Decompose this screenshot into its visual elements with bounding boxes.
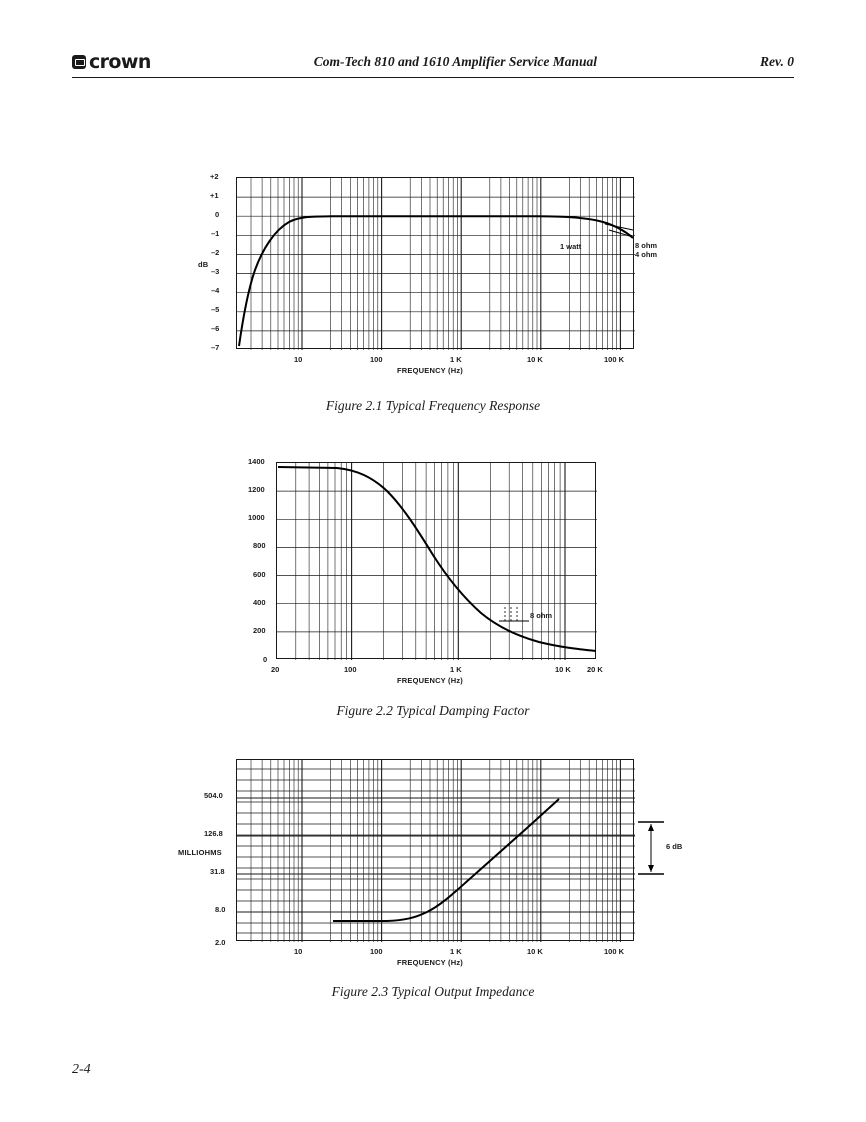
figure-2-2-ytick-3: 800: [253, 541, 266, 550]
figure-2-2-xtick-3: 10 K: [555, 665, 571, 674]
figure-2-3-ytick-4: 2.0: [215, 938, 226, 947]
figure-2-1-x-axis-title: FREQUENCY (Hz): [397, 366, 463, 375]
figure-2-1-xtick-0: 10: [294, 355, 303, 364]
figure-2-3-ytick-0: 504.0: [204, 791, 223, 800]
figure-2-3-xtick-0: 10: [294, 947, 303, 956]
figure-2-3-ytick-2: 31.8: [210, 867, 225, 876]
figure-2-1-ytick-4: –2: [211, 248, 220, 257]
figure-2-1-annotation-8-ohm: 8 ohm: [635, 241, 658, 250]
figure-2-1-ytick-7: –5: [211, 305, 220, 314]
figure-2-3: [72, 752, 794, 1012]
figure-2-1-xtick-2: 1 K: [450, 355, 462, 364]
figure-2-2-ytick-0: 1400: [248, 457, 265, 466]
header-divider: [72, 77, 794, 78]
figure-2-1-ytick-9: –7: [211, 343, 220, 352]
figure-2-2-xtick-4: 20 K: [587, 665, 603, 674]
figure-2-3-xtick-2: 1 K: [450, 947, 462, 956]
figure-2-1-ytick-6: –4: [211, 286, 220, 295]
figure-2-2-ytick-7: 0: [263, 655, 268, 664]
crown-logo-text: crown: [89, 51, 151, 73]
revision-label: Rev. 0: [760, 54, 794, 69]
figure-2-1-ytick-0: +2: [210, 172, 219, 181]
document-title: Com-Tech 810 and 1610 Amplifier Service Manual: [313, 54, 598, 69]
figure-2-1-ytick-8: –6: [211, 324, 220, 333]
figure-2-1: [72, 170, 794, 420]
figure-2-3-annotation-6db: 6 dB: [666, 842, 683, 851]
figure-2-1-ytick-2: 0: [215, 210, 220, 219]
figure-2-2-ytick-5: 400: [253, 598, 266, 607]
crown-logo-mark: [72, 55, 86, 69]
figure-2-1-y-axis-title: dB: [198, 260, 209, 269]
page-header: [72, 50, 794, 82]
figure-2-3-caption: Figure 2.3 Typical Output Impedance: [331, 984, 535, 999]
figure-2-1-ytick-1: +1: [210, 191, 219, 200]
figure-2-3-x-axis-title: FREQUENCY (Hz): [397, 958, 463, 967]
figure-2-3-xtick-1: 100: [370, 947, 383, 956]
figure-2-2: [72, 455, 794, 725]
figure-2-2-xtick-2: 1 K: [450, 665, 462, 674]
figure-2-3-y-axis-title: MILLIOHMS: [178, 848, 222, 857]
figure-2-1-ytick-3: –1: [211, 229, 220, 238]
figure-2-1-caption: Figure 2.1 Typical Frequency Response: [325, 398, 541, 413]
figure-2-1-curve: [237, 178, 635, 350]
figure-2-2-ytick-6: 200: [253, 626, 266, 635]
figure-2-3-xtick-4: 100 K: [604, 947, 625, 956]
figure-2-2-xtick-0: 20: [271, 665, 280, 674]
figure-2-3-ytick-3: 8.0: [215, 905, 226, 914]
figure-2-1-xtick-3: 10 K: [527, 355, 543, 364]
figure-2-3-xtick-3: 10 K: [527, 947, 543, 956]
figure-2-2-plot: [276, 462, 596, 659]
figure-2-2-annotation-8-ohm: 8 ohm: [530, 611, 553, 620]
figure-2-1-xtick-1: 100: [370, 355, 383, 364]
figure-2-3-ytick-1: 126.8: [204, 829, 223, 838]
figure-2-2-curve: [277, 463, 597, 660]
figure-2-2-ytick-4: 600: [253, 570, 266, 579]
page-number: 2-4: [72, 1062, 91, 1077]
figure-2-3-curve: [237, 760, 635, 942]
figure-2-2-xtick-1: 100: [344, 665, 357, 674]
figure-2-1-annotation-1-watt: 1 watt: [560, 242, 582, 251]
figure-2-2-caption: Figure 2.2 Typical Damping Factor: [336, 703, 530, 718]
figure-2-2-ytick-2: 1000: [248, 513, 265, 522]
figure-2-3-plot: [236, 759, 634, 941]
figure-2-1-ytick-5: –3: [211, 267, 220, 276]
figure-2-1-xtick-4: 100 K: [604, 355, 625, 364]
figure-2-2-ytick-1: 1200: [248, 485, 265, 494]
figure-2-1-plot: [236, 177, 634, 349]
figure-2-1-annotation-4-ohm: 4 ohm: [635, 250, 658, 259]
figure-2-3-6db-bracket: [638, 820, 664, 878]
crown-logo: [72, 51, 151, 73]
figure-2-2-x-axis-title: FREQUENCY (Hz): [397, 676, 463, 685]
